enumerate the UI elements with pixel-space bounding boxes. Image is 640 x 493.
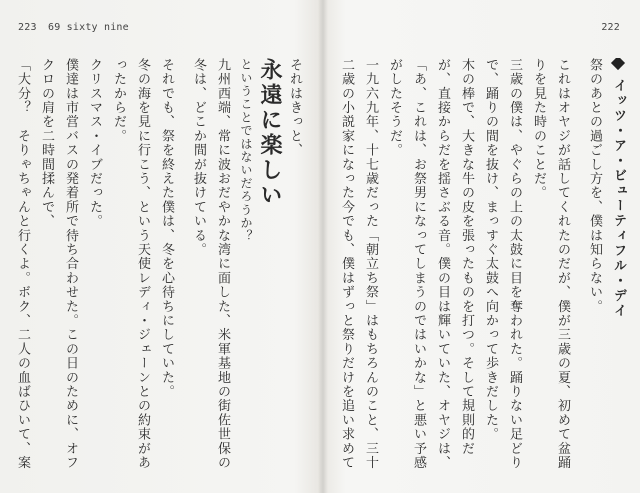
diamond-bullet-icon xyxy=(611,58,625,70)
body-line: 祭のあとの過ごし方を、僕は知らない。 xyxy=(587,58,602,314)
body-line: それでも、祭を終えた僕は、冬を心待ちにしていた。 xyxy=(159,58,174,399)
body-line: 僕達は市営バスの発着所で待ち合わせた。この日のために、オフクロの肩を二時間揉んで、 xyxy=(39,58,78,470)
body-line: クリスマス・イブだった。 xyxy=(87,58,102,229)
body-line: 冬の海を見に行こう、という天使レディ・ジェーンとの約束があったからだ。 xyxy=(111,58,150,470)
body-line: 一九六九年、十七歳だった「朝立ち祭」はもちろんのこと、三十二歳の小説家になった今でも、僕はずっと祭りだけを追い求めて xyxy=(339,58,378,470)
chapter-heading xyxy=(606,58,630,478)
body-line: 三歳の僕は、やぐらの上の太鼓に目を奪われた。踊りない足どりで、踊りの間を抜け、まっすぐ太鼓へ向かって歩きだした。 xyxy=(483,58,522,470)
subline: ということではないだろうか？ xyxy=(239,58,253,243)
body-line: 木の棒で、大きな牛の皮を張ったものを打つ。そして規則的だが、直接からだを揺さぶる音。僕の目は輝いていた、オヤジは、「あ、これは、お祭男になってしまうのではいかな」と悪い予感がしたそうだ。 xyxy=(387,58,474,470)
emphasis-line: 永遠に楽しい xyxy=(257,58,283,208)
body-line: これはオヤジが話してくれたのだが、僕が三歳の夏、初めて盆踊りを見た時のことだ。 xyxy=(531,58,570,470)
left-page-number: 223 xyxy=(18,22,37,33)
right-page xyxy=(320,0,640,493)
right-page-number: 222 xyxy=(601,22,620,33)
body-line: 「大分？ そりゃちゃんと行くよ。ボク、二人の血ばひいて、案 xyxy=(15,58,30,470)
running-title: 69 sixty nine xyxy=(48,22,129,33)
left-page-text xyxy=(14,58,306,478)
chapter-title: イッツ・ア・ビューティフル・デイ xyxy=(611,78,626,319)
right-page-text xyxy=(334,58,630,478)
body-line: それはきっと、 xyxy=(287,58,302,158)
body-line: 九州西端、常に波おだやかな湾に面した、米軍基地の街佐世保の冬は、どこか間が抜けている。 xyxy=(191,58,230,470)
